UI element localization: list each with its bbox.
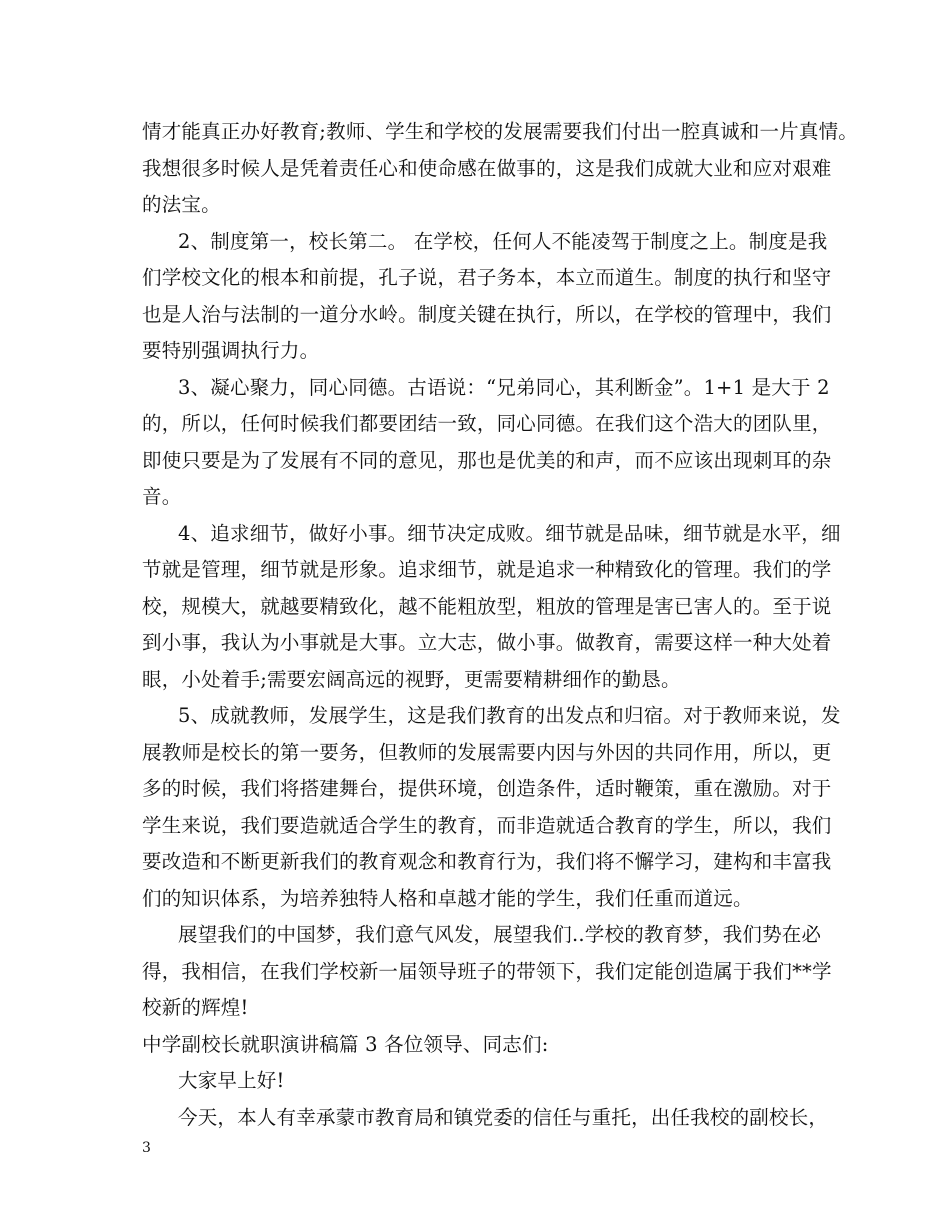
page-number: 3: [142, 1140, 151, 1156]
text-line: 节就是管理，细节就是形象。追求细节，就是追求一种精致化的管理。我们的学: [142, 558, 832, 581]
text-line: 展望我们的中国梦，我们意气风发，展望我们..学校的教育梦，我们势在必: [178, 923, 822, 946]
text-line: 校新的辉煌!: [142, 996, 249, 1019]
text-line: 今天，本人有幸承蒙市教育局和镇党委的信任与重托，出任我校的副校长，: [178, 1105, 829, 1129]
text-line: 要改造和不断更新我们的教育观念和教育行为，我们将不懈学习，建构和丰富我: [142, 850, 832, 873]
text-line: 眼，小处着手;需要宏阔高远的视野，更需要精耕细作的勤恳。: [142, 667, 681, 691]
text-line: 们的知识体系，为培养独特人格和卓越才能的学生，我们任重而道远。: [142, 886, 753, 910]
text-line: 5、成就教师，发展学生，这是我们教育的出发点和归宿。对于教师来说，发: [178, 704, 841, 727]
body-text: [142, 114, 858, 1136]
text-line: 3、凝心聚力，同心同德。古语说：“兄弟同心，其利断金”。1+1 是大于 2: [178, 375, 830, 399]
text-line: 要特别强调执行力。: [142, 339, 320, 362]
text-line: 到小事，我认为小事就是大事。立大志，做小事。做教育，需要这样一种大处着: [142, 631, 832, 654]
text-line: 情才能真正办好教育;教师、学生和学校的发展需要我们付出一腔真诚和一片真情。: [142, 120, 858, 143]
text-line: 校，规模大，就越要精致化，越不能粗放型，粗放的管理是害已害人的。至于说: [142, 594, 832, 618]
text-line: 多的时候，我们将搭建舞台，提供环境，创造条件，适时鞭策，重在激励。对于: [142, 777, 832, 800]
text-line: 的，所以，任何时候我们都要团结一致，同心同德。在我们这个浩大的团队里，: [142, 412, 832, 435]
text-line: 大家早上好!: [178, 1069, 285, 1092]
text-line: 2、制度第一，校长第二。 在学校，任何人不能凌驾于制度之上。制度是我: [178, 229, 828, 253]
text-line: 我想很多时候人是凭着责任心和使命感在做事的，这是我们成就大业和应对艰难: [142, 156, 832, 180]
text-line: 们学校文化的根本和前提，孔子说，君子务本，本立而道生。制度的执行和坚守: [142, 266, 832, 289]
text-line: 也是人治与法制的一道分水岭。制度关键在执行，所以，在学校的管理中，我们: [142, 302, 832, 326]
text-line: 即使只要是为了发展有不同的意见，那也是优美的和声，而不应该出现刺耳的杂: [142, 448, 832, 472]
text-line: 的法宝。: [142, 193, 221, 216]
text-line: 展教师是校长的第一要务，但教师的发展需要内因与外因的共同作用，所以，更: [142, 740, 832, 764]
text-line: 音。: [142, 485, 182, 508]
text-line: 得，我相信，在我们学校新一届领导班子的带领下，我们定能创造属于我们**学: [142, 959, 832, 983]
text-line: 中学副校长就职演讲稿篇 3 各位领导、同志们:: [142, 1032, 549, 1056]
text-line: 学生来说，我们要造就适合学生的教育，而非造就适合教育的学生，所以，我们: [142, 813, 832, 837]
text-line: 4、追求细节，做好小事。细节决定成败。细节就是品味，细节就是水平，细: [178, 521, 841, 545]
